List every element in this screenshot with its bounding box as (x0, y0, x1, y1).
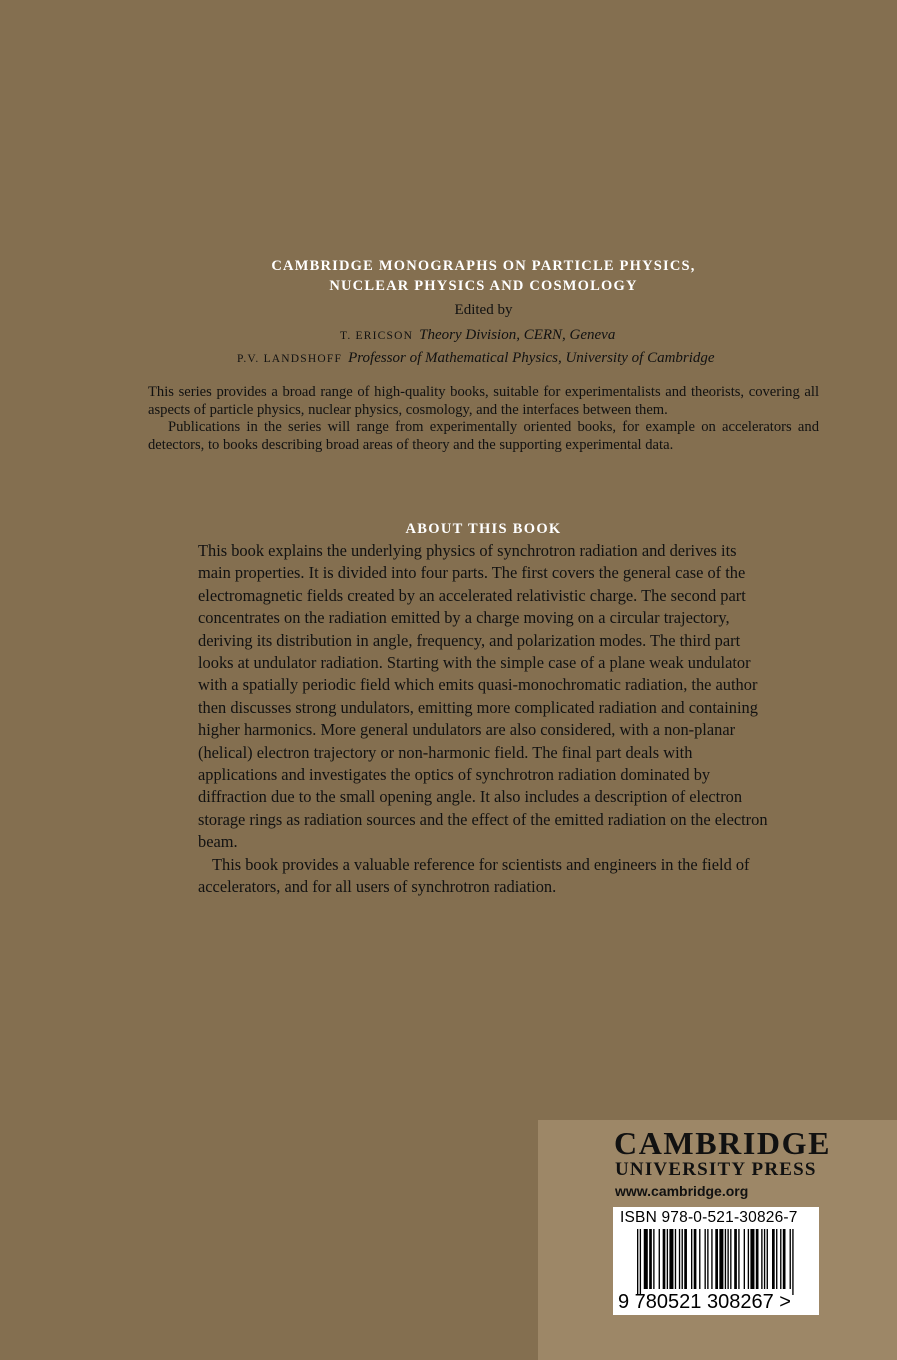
editor-role: Professor of Mathematical Physics, University of Cambridge (348, 350, 715, 366)
barcode-bar (675, 1229, 676, 1289)
barcode-bar (684, 1229, 687, 1289)
barcode-bar (659, 1229, 660, 1289)
editor-ericson (340, 327, 615, 344)
publisher-website: www.cambridge.org (615, 1183, 749, 1199)
barcode-bar (649, 1229, 652, 1289)
barcode-bar (682, 1229, 683, 1289)
barcode-bar (734, 1229, 737, 1289)
barcode-bar (761, 1229, 762, 1289)
series-description-paragraph-2: Publications in the series will range from experimentally oriented books, for example on accelerators and detectors, to books describing broad areas of theory and the supporting experimental data. (148, 419, 819, 453)
barcode-bar (727, 1229, 728, 1289)
isbn-label: ISBN 978-0-521-30826-7 (620, 1209, 798, 1226)
barcode-bar (767, 1229, 768, 1289)
editor-role: Theory Division, CERN, Geneva (419, 327, 616, 343)
barcode-bar (667, 1229, 668, 1289)
barcode-bar (719, 1229, 723, 1289)
barcode-bar (744, 1229, 745, 1289)
barcode-bar (711, 1229, 712, 1289)
about-paragraph-1: This book explains the underlying physics of synchrotron radiation and derives its main properties. It is divided into four parts. The first covers the general case of the electromagnetic fields created by an accelerated relativistic charge. The second part concentrates on the radiation emitted by a charge moving on a circular trajectory, deriving its distribution in angle, frequency, and polarization modes. The third part looks at undulator radiation. Starting with the simple case of a plane weak undulator with a spatially periodic field which emits quasi-monochromatic radiation, the author then discusses strong undulators, emitting more complicated radiation and containing higher harmonics. More general undulators are also considered, with a non-planar (helical) electron trajectory or non-harmonic field. The final part deals with applications and investigates the optics of synchrotron radiation dominated by diffraction due to the small opening angle. It also includes a description of electron storage rings as radiation sources and the effect of the emitted radiation on the electron beam. (198, 541, 768, 852)
series-title-line-1: CAMBRIDGE MONOGRAPHS ON PARTICLE PHYSICS, (271, 258, 696, 274)
barcode-bar (644, 1229, 648, 1289)
barcode-digits: 9 780521 308267 > (618, 1291, 791, 1313)
barcode-bar (705, 1229, 706, 1289)
publisher-subtitle: UNIVERSITY PRESS (615, 1159, 817, 1180)
series-description-paragraph-1: This series provides a broad range of high-quality books, suitable for experimentalists and theorists, covering all aspects of particle physics, nuclear physics, cosmology, and the interfaces between them. (148, 384, 819, 418)
series-title-line-2: NUCLEAR PHYSICS AND COSMOLOGY (329, 278, 638, 294)
barcode-bar (764, 1229, 765, 1289)
barcode-bar (792, 1229, 793, 1295)
barcode-bar (772, 1229, 775, 1289)
barcode-bar (640, 1229, 641, 1295)
editor-name: T. ERICSON (340, 330, 414, 342)
barcode-bar (750, 1229, 754, 1289)
barcode-bar (715, 1229, 718, 1289)
barcode-bar (691, 1229, 692, 1289)
barcode-bar (790, 1229, 791, 1289)
barcode-bar (653, 1229, 654, 1289)
barcode-bar (663, 1229, 666, 1289)
barcode-bar (756, 1229, 759, 1289)
series-description (148, 384, 819, 454)
barcode-bar (748, 1229, 749, 1289)
editor-name: P.V. LANDSHOFF (237, 353, 343, 365)
about-heading: ABOUT THIS BOOK (405, 521, 562, 537)
barcode-bar (725, 1229, 726, 1289)
edited-by-label: Edited by (454, 302, 513, 318)
barcode-bar (707, 1229, 708, 1289)
barcode-bar (699, 1229, 700, 1289)
barcode-box (613, 1207, 819, 1315)
barcode-bar (679, 1229, 680, 1289)
barcode-bar (780, 1229, 781, 1289)
barcode-bar (776, 1229, 777, 1289)
barcode-bar (669, 1229, 673, 1289)
barcode-bar (694, 1229, 697, 1289)
publisher-name: CAMBRIDGE (614, 1125, 832, 1161)
barcode-bar (738, 1229, 739, 1289)
about-body (198, 540, 768, 899)
barcode-bar (730, 1229, 731, 1289)
barcode-bar (637, 1229, 638, 1295)
about-paragraph-2: This book provides a valuable reference for scientists and engineers in the field of accelerators, and for all users of synchrotron radiation. (198, 854, 750, 897)
editor-landshoff (237, 350, 715, 367)
series-title (150, 256, 817, 296)
barcode-bar (783, 1229, 786, 1289)
